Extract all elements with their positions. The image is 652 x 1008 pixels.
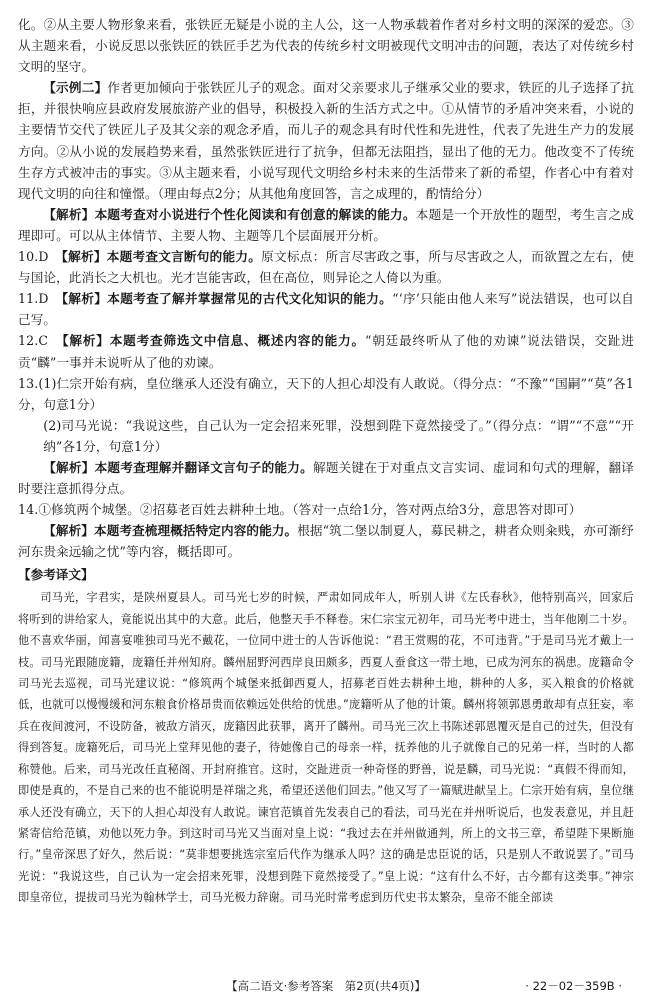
analysis-bold: 本题考查理解并翻译文言句子的能力。 <box>94 459 313 475</box>
answer-13-part-2 <box>18 415 634 457</box>
analysis-text: “‘序’只能由他人来写”说法错误，也可以自己写。 <box>18 291 634 328</box>
answer-14-text: ①修筑两个城堡。②招募老百姓去耕种土地。（答对一点给1分，答对两点给3分，意思答对即可） <box>38 502 582 518</box>
footer-page-info: 【高二语文·参考答案 第2页(共4页)】 <box>226 979 426 993</box>
analysis-tag: 【解析】 <box>43 206 95 222</box>
analysis-bold: 本题考查了解并掌握常见的古代文化知识的能力。 <box>107 291 393 307</box>
analysis-tag: 【解析】 <box>61 291 108 307</box>
analysis-text: 解题关键在于对重点文言实词、虚词和句式的理解，翻译时要注意抓得分点。 <box>18 459 635 497</box>
analysis-tag: 【解析】 <box>43 459 95 475</box>
answer-letter: D <box>38 291 49 307</box>
example-2-paragraph <box>18 77 634 204</box>
analysis-tag: 【解析】 <box>61 249 107 265</box>
answer-number: 14. <box>18 502 39 518</box>
analysis-text: 本题是一个开放性的题型，考生言之成理即可。可以从主体情节、主要人物、主题等几个层面展开分析。 <box>18 206 634 243</box>
answer-letter: C <box>38 333 49 349</box>
answer-number: 13. <box>18 375 39 391</box>
analysis-bold: 本题考查梳理概括特定内容的能力。 <box>94 523 298 539</box>
translation-header: 【参考译文】 <box>18 567 94 583</box>
translation-paragraph: 司马光，字君实，是陕州夏县人。司马光七岁的时候，严肃如同成年人，听别人讲《左氏春秋》，他特别高兴，回家后将听到的讲给家人，竟能说出其中的大意。此后，他整天手不释卷。宋仁宗宝元初年，司马光考中进士，当年他刚二十岁。他不喜欢华丽，闻喜宴唯独司马光不戴花，一位同中进士的人告诉他说：“君王赏赐的花，不可违背。”于是司马光才戴上一枝。司马光跟随庞籍，庞籍任并州知府。麟州屈野河西岸良田颇多，西夏人蚕食这一带土地，已成为河东的祸患。庞籍命令司马光去巡视，司马光建议说：“修筑两个城堡来抵御西夏人，招募老百姓去耕种土地，耕种的人多，买入粮食的价格就低，也就可以慢慢缓和河东粮食价格昂贵而依赖远处供给的忧患。”庞籍听从了他的计策。麟州将领郭恩勇敢却有点狂妄，率兵在夜间渡河，不设防备，被敌方消灭，庞籍因此获罪，离开了麟州。司马光三次上书陈述郭恩覆灭是自己的过失，但没有得到答复。庞籍死后，司马光上堂拜见他的妻子，待她像自己的母亲一样，抚养他的儿子就像自己的兄弟一样，当时的人都称赞他。后来，司马光改任直秘阁、开封府推官。这时，交趾进贡一种奇怪的野兽，说是麟，司马光说：“真假不得而知，即使是真的，不是自己来的也不能说明是祥瑞之兆，希望还送他们回去。”他又写了一篇赋进献呈上。仁宗开始有病，皇位继承人还没有确立，天下的人担心却没有人敢说。谏官范镇首先发表自己的看法，司马光在并州听说后，也发表意见，并且赶紧寄信给范镇，劝他以死力争。到这时司马光又当面对皇上说：“我过去在并州做通判，所上的文书三章，希望陛下果断施行。”皇帝深思了好久，然后说：“莫非想要挑选宗室后代作为继承人吗？这的确是忠臣说的话，只是别人不敢说罢了。”司马光说：“我说这些，自己认为一定会招来死罪，没想到陛下竟然接受了。”皇上说：“这有什么不好，古今都有这类事。”神宗即皇帝位，提拔司马光为翰林学士，司马光极力辞谢。司马光时常考虑到历代史书太繁杂，皇帝不能全部读 <box>18 591 635 905</box>
answer-number: 10. <box>18 249 39 265</box>
answer-number: 11. <box>18 291 39 307</box>
footer-code: · 22－02－359B · <box>525 979 622 993</box>
analysis-bold: 本题考查筛选文中信息、概述内容的能力。 <box>109 333 365 349</box>
answer-14 <box>18 499 634 520</box>
answer-10 <box>18 246 634 288</box>
analysis-bold: 本题考查文言断句的能力。 <box>106 249 262 265</box>
answer-number: 12. <box>18 333 39 349</box>
example-2-text: 作者更加倾向于张铁匠儿子的观念。面对父亲要求儿子继承父业的要求，铁匠的儿子选择了抗拒，并很快响应县政府发展旅游产业的倡导，积极投入新的生活方式之中。①从情节的矛盾冲突来看，小说的主要情节交代了铁匠儿子及其父亲的观念矛盾，而儿子的观念具有时代性和先进性，代表了先进生产力的发展方向。②从小说的发展趋势来看，虽然张铁匠进行了抗争，但都无法阻挡，显出了他的无力。他改变不了传统生存方式被冲击的事实。③从主题来看，小说写现代文明给乡村未来的生活带来了新的希望，作者心中有着对现代文明的向往和憧憬。（理由每点2分；从其他角度回答，言之成理的，酌情给分） <box>18 80 634 201</box>
analysis-text: “朝廷最终听从了他的劝谏”说法错误，交趾进贡“麟”一事并未说听从了他的劝谏。 <box>18 333 634 370</box>
analysis-bold: 本题考查对小说进行个性化阅读和有创意的解读的能力。 <box>94 206 416 222</box>
answer-13-analysis <box>18 457 634 499</box>
answer-9-continuation <box>18 14 634 77</box>
analysis-tag: 【解析】 <box>43 523 94 539</box>
answer-11 <box>18 288 634 330</box>
answer-13-text-1: (1)仁宗开始有病，皇位继承人还没有确立，天下的人担心却没有人敢说。（得分点：“不豫”“国嗣”“莫”各1分，句意1分） <box>18 375 634 412</box>
analysis-text: 原文标点：所言尽害政之事，所与尽害政之人，而欲置之左右，使与国论，此消长之大机也。光才岂能害政，但在高位，则异论之人倚以为重。 <box>18 249 634 286</box>
answer-9-analysis <box>18 204 634 246</box>
answer-9-tail-text: 化。②从主要人物形象来看，张铁匠无疑是小说的主人公，这一人物承载着作者对乡村文明的深深的爱恋。③从主题来看，小说反思以张铁匠的铁匠手艺为代表的传统乡村文明被现代文明冲击的问题，表达了对传统乡村文明的坚守。 <box>18 17 634 75</box>
example-2-tag: 【示例二】 <box>43 80 108 96</box>
analysis-text: 根据“筑二堡以制夏人，募民耕之，耕者众则籴贱，亦可渐纾河东贵籴远输之忧”等内容，概括即可。 <box>18 523 635 560</box>
answer-12 <box>18 330 634 372</box>
answer-13-text-2: (2)司马光说：“我说这些，自己认为一定会招来死罪，没想到陛下竟然接受了。”（得分点：“谓”“不意”“开纳”各1分，句意1分） <box>43 417 634 454</box>
answer-13-part-1 <box>18 373 634 415</box>
answer-letter: D <box>38 249 49 265</box>
answer-14-analysis <box>18 520 634 562</box>
page-footer <box>0 978 652 998</box>
analysis-tag: 【解析】 <box>62 333 110 349</box>
